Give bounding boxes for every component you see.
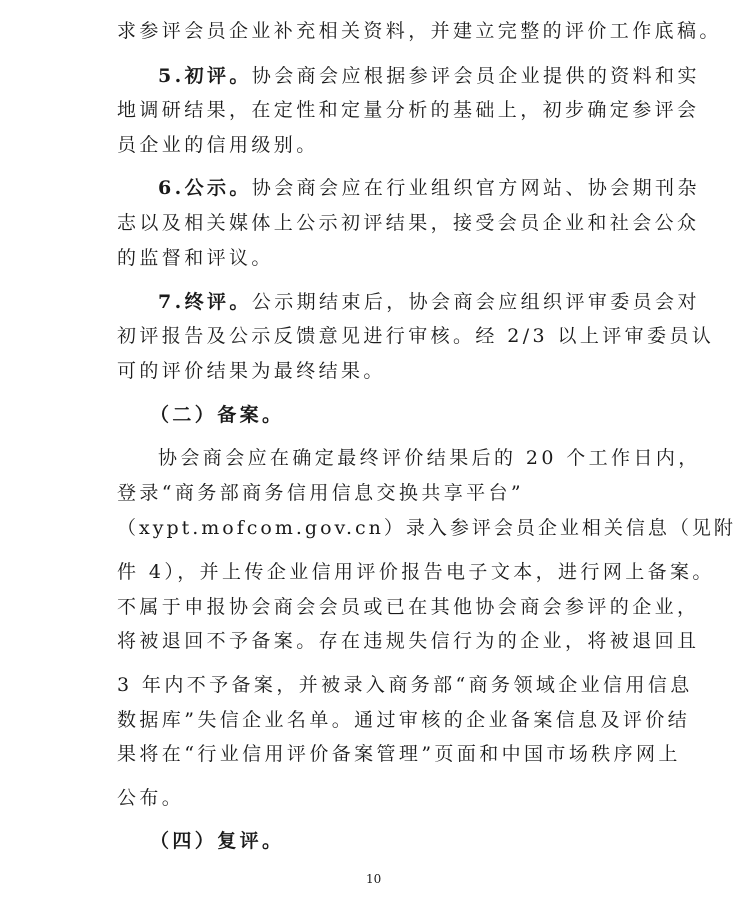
section-label: 6.公示。 — [158, 177, 252, 199]
body-line: 协会商会应在确定最终评价结果后的 20 个工作日内， — [158, 447, 701, 469]
body-line: （xypt.mofcom.gov.cn）录入参评会员企业相关信息（见附 — [117, 517, 736, 539]
body-line: 地调研结果，在定性和定量分析的基础上，初步确定参评会 — [117, 99, 700, 121]
body-line: 登录“商务部商务信用信息交换共享平台” — [117, 482, 525, 504]
body-line: 公布。 — [117, 787, 185, 809]
body-line: 可的评价结果为最终结果。 — [117, 360, 386, 382]
section-line-initial-review: 5.初评。协会商会应根据参评会员企业提供的资料和实 — [158, 65, 700, 87]
body-line: 的监督和评议。 — [117, 247, 274, 269]
section-label: 7.终评。 — [158, 291, 252, 313]
section-heading-re-review: （四）复评。 — [150, 830, 285, 852]
body-line: 不属于申报协会商会会员或已在其他协会商会参评的企业， — [117, 596, 700, 618]
body-line: 将被退回不予备案。存在违规失信行为的企业，将被退回且 — [117, 630, 700, 652]
body-line: 初评报告及公示反馈意见进行审核。经 2/3 以上评审委员认 — [117, 325, 715, 347]
section-line-final-review: 7.终评。公示期结束后，协会商会应组织评审委员会对 — [158, 291, 700, 313]
section-heading-filing: （二）备案。 — [150, 404, 285, 426]
body-line: 数据库”失信企业名单。通过审核的企业备案信息及评价结 — [117, 709, 691, 731]
body-line: 件 4），并上传企业信用评价报告电子文本，进行网上备案。 — [117, 561, 715, 583]
section-label: 5.初评。 — [158, 65, 252, 87]
body-line: 3 年内不予备案，并被录入商务部“商务领域企业信用信息 — [117, 674, 693, 696]
body-line: 果将在“行业信用评价备案管理”页面和中国市场秩序网上 — [117, 743, 681, 765]
body-line: 志以及相关媒体上公示初评结果，接受会员企业和社会公众 — [117, 212, 700, 234]
body-line: 求参评会员企业补充相关资料，并建立完整的评价工作底稿。 — [117, 20, 722, 42]
page-number: 10 — [366, 872, 382, 886]
section-line-publicity: 6.公示。协会商会应在行业组织官方网站、协会期刊杂 — [158, 177, 700, 199]
body-line: 员企业的信用级别。 — [117, 134, 319, 156]
